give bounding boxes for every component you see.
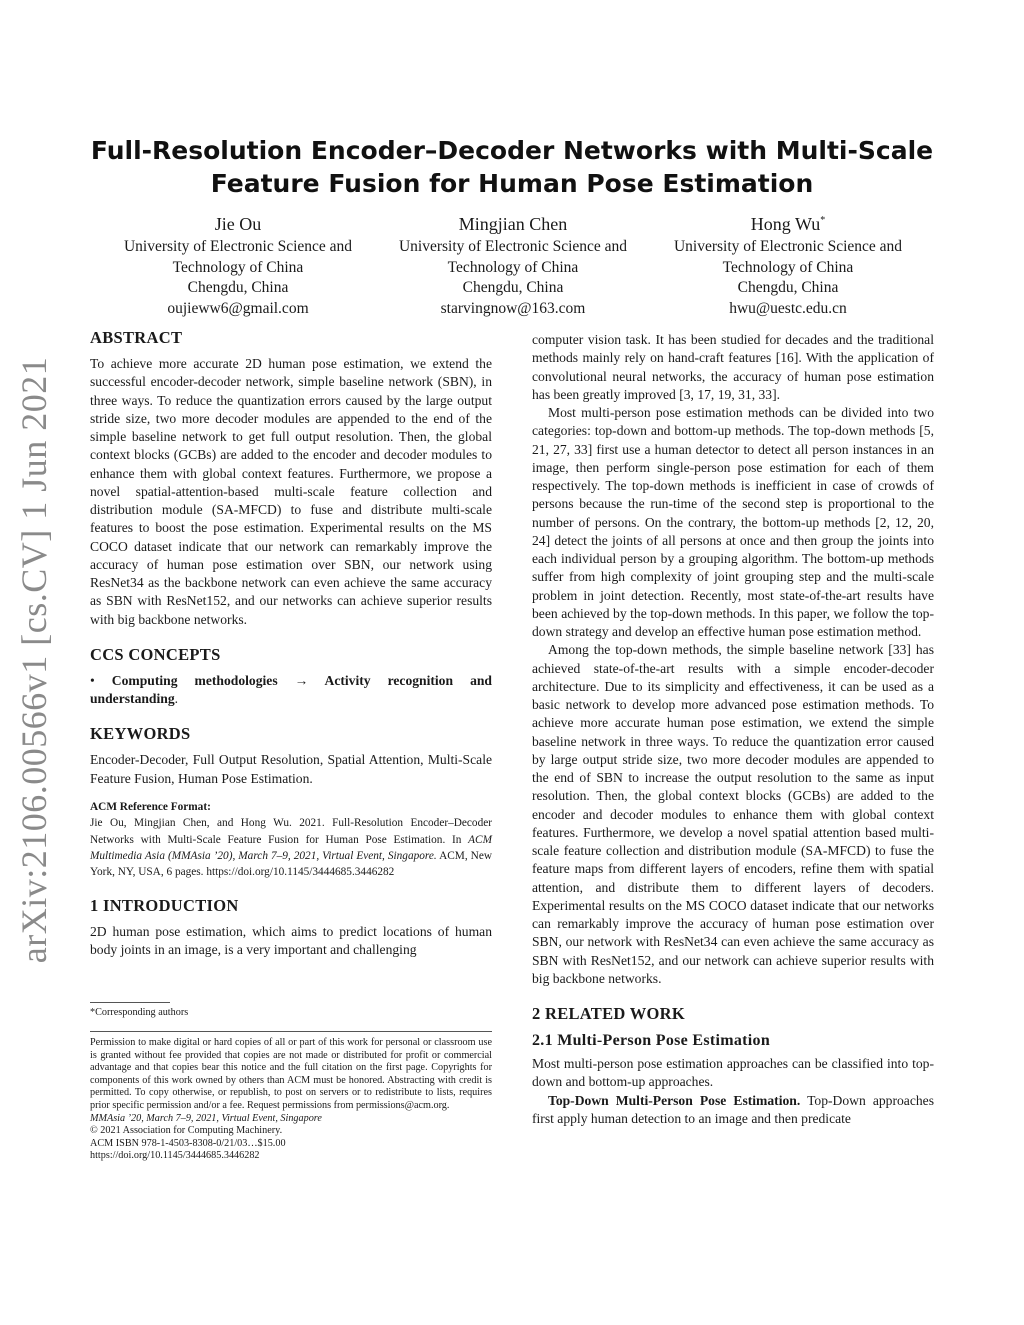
author-affiliation: University of Electronic Science and: [123, 238, 353, 255]
author-affiliation: Technology of China: [722, 258, 854, 276]
abstract-heading: ABSTRACT: [90, 328, 183, 347]
author-name: Jie Ou: [214, 214, 262, 234]
paragraph: Most multi-person pose estimation methods can be divided into two categories: top-down and bottom-up methods. The top-down methods [5, 21, 27, 33] first use a human detector to detect all person instances in an image, then perform single-person pose estimation for each of them respectively. The top-down methods is inefficient in case of crowds of persons because the run-time of the second step is proportional to the number of persons. On the contrary, the bottom-up methods [2, 12, 20, 24] detect the joints of all persons at once and then group the joints into each individual person by a grouping algorithm. The bottom-up methods suffer from high complexity of joint grouping step and the multi-scale problem in joint detection. Recently, most state-of-the-art results have been achieved by the top-down methods. In this paper, we follow the top-down strategy and develop an effective human pose estimation method.: [532, 405, 934, 639]
acm-reference-heading: ACM Reference Format:: [90, 800, 211, 813]
title-line-2: Feature Fusion for Human Pose Estimation: [210, 169, 814, 198]
isbn: ACM ISBN 978-1-4503-8308-0/21/03…$15.00: [90, 1137, 286, 1149]
paragraph: Among the top-down methods, the simple baseline network [33] has achieved state-of-the-art results with a simple encoder-decoder architecture. Due to its simplicity and effectiveness, it can be used as a basic network to develop more advanced pose estimation methods. To achieve more accurate human pose estimation, we extend the simple baseline network in three ways. To reduce the quantization error caused by large output stride size, two more decoder modules are appended to the end of SBN to increase the output resolution to the same as input resolution. Then, the global context blocks (GCBs) are added to the encoder and decoder modules to enhance them with global context features. Furthermore, we develop a novel spatial attention based multi-scale feature collection and distribution module (SA-MFCD) to fuse the feature maps from different layers of encoders, refine them with spatial attention, and distribute them to different layers of decoders. Experimental results on the MS COCO dataset indicate that our networks can remarkably improve the accuracy of human pose estimation over SBN, our network with ResNet34 can even achieve the same accuracy as SBN with ResNet152, and our network can achieve superior results with big backbone networks.: [532, 642, 934, 986]
acm-reference-venue: ACM Multimedia Asia (MMAsia ’20), March 7–9, 2021, Virtual Event, Singapore.: [90, 833, 492, 862]
author-city: Chengdu, China: [462, 279, 564, 296]
run-in-heading: Top-Down Multi-Person Pose Estimation.: [548, 1092, 801, 1108]
footnote: *Corresponding authors: [90, 1007, 189, 1018]
ccs-heading: CCS CONCEPTS: [90, 644, 221, 664]
paragraph-text: Top-Down approaches first apply human detection to an image and then predicate: [532, 1092, 934, 1126]
acm-reference-doi: ACM, New York, NY, USA, 6 pages. https://doi.org/10.1145/3444685.3446282: [90, 849, 492, 879]
paragraph: [532, 1092, 934, 1129]
paragraph: Most multi-person pose estimation approaches can be classified into top-down and bottom-up approaches.: [532, 1056, 934, 1090]
ccs-bullet: •: [90, 672, 95, 688]
author-email[interactable]: hwu@uestc.edu.cn: [729, 299, 847, 317]
keywords-heading: KEYWORDS: [90, 724, 191, 744]
author-city: Chengdu, China: [187, 279, 289, 296]
author-name: Hong Wu: [750, 214, 821, 234]
ccs-period: .: [174, 691, 179, 706]
author-affiliation: Technology of China: [172, 258, 304, 276]
author-name: Mingjian Chen: [458, 214, 568, 234]
author-city: Chengdu, China: [737, 279, 839, 296]
arxiv-stamp: [14, 356, 54, 964]
footnote-rule: [90, 1002, 170, 1003]
arxiv-identifier: arXiv:2106.00566v1 [cs.CV] 1 Jun 2021: [14, 356, 54, 964]
acm-reference: [90, 799, 492, 881]
keywords-text: Encoder-Decoder, Full Output Resolution, Spatial Attention, Multi-Scale Feature Fusion, Human Pose Estimation.: [90, 752, 492, 786]
subsection-heading: 2.1 Multi-Person Pose Estimation: [532, 1032, 771, 1049]
author-block: [648, 212, 928, 319]
right-column: [532, 331, 934, 1128]
introduction-text: 2D human pose estimation, which aims to predict locations of human body joints in an image, is a very important and challenging: [90, 923, 492, 958]
author-affiliation: University of Electronic Science and: [398, 238, 628, 255]
corresponding-mark: *: [820, 215, 826, 226]
author-affiliation: University of Electronic Science and: [673, 238, 903, 255]
author-block: [98, 212, 378, 319]
author-email[interactable]: starvingnow@163.com: [440, 299, 586, 317]
permission-rule: [90, 1031, 492, 1032]
author-block: [373, 212, 653, 319]
conference-venue: MMAsia ’20, March 7–9, 2021, Virtual Event, Singapore: [90, 1112, 322, 1124]
permission-text: Permission to make digital or hard copies of all or part of this work for personal or classroom use is granted without fee provided that copies are not made or distributed for profit or commercial advantage and that copies bear this notice and the full citation on the first page. Copyrights for components of this work owned by others than ACM must be honored. Abstracting with credit is permitted. To copy otherwise, or republish, to post on servers or to redistribute to lists, requires prior specific permission and/or a fee. Request permissions from permissions@acm.org.: [90, 1037, 492, 1111]
paper-title: [0, 134, 1024, 200]
doi-link[interactable]: https://doi.org/10.1145/3444685.3446282: [90, 1150, 260, 1162]
left-column: [90, 328, 492, 959]
ccs-concepts: [90, 672, 492, 709]
ccs-concept-text: Computing methodologies → Activity recognition and understanding: [90, 672, 492, 706]
author-affiliation: Technology of China: [447, 258, 579, 276]
introduction-heading: 1 INTRODUCTION: [90, 895, 239, 915]
related-work-heading: 2 RELATED WORK: [532, 1004, 686, 1023]
permission-block: [90, 1037, 492, 1163]
copyright-notice: © 2021 Association for Computing Machinery.: [90, 1125, 283, 1137]
title-line-1: Full-Resolution Encoder–Decoder Networks with Multi-Scale: [90, 136, 934, 165]
author-email[interactable]: oujieww6@gmail.com: [167, 299, 309, 317]
acm-reference-text: Jie Ou, Mingjian Chen, and Hong Wu. 2021. Full-Resolution Encoder–Decoder Networks with Multi-Scale Feature Fusion for Human Pose Estimation. In: [90, 817, 492, 846]
paragraph: computer vision task. It has been studied for decades and the traditional methods mainly rely on hand-craft features [16]. With the application of convolutional neural networks, the accuracy of human pose estimation has been greatly improved [3, 17, 19, 31, 33].: [532, 332, 934, 402]
abstract-text: To achieve more accurate 2D human pose estimation, we extend the successful encoder-decoder network, simple baseline network (SBN), in three ways. To reduce the quantization errors caused by the large output stride size, two more decoder modules are appended to the end of the simple baseline network to get full output resolution. Then, the global context blocks (GCBs) are added to the encoder and decoder modules to enhance them with global context features. Furthermore, we propose a novel spatial-attention-based multi-scale feature collection and distribution module (SA-MFCD) to fuse and distribute multi-scale features to boost the pose estimation. Experimental results on the MS COCO dataset indicate that our network can remarkably improve the accuracy of human pose estimation over SBN, our network using ResNet34 as the backbone network can even achieve the same accuracy as SBN with ResNet152, and our networks can achieve superior results with big backbone networks.: [90, 356, 492, 627]
